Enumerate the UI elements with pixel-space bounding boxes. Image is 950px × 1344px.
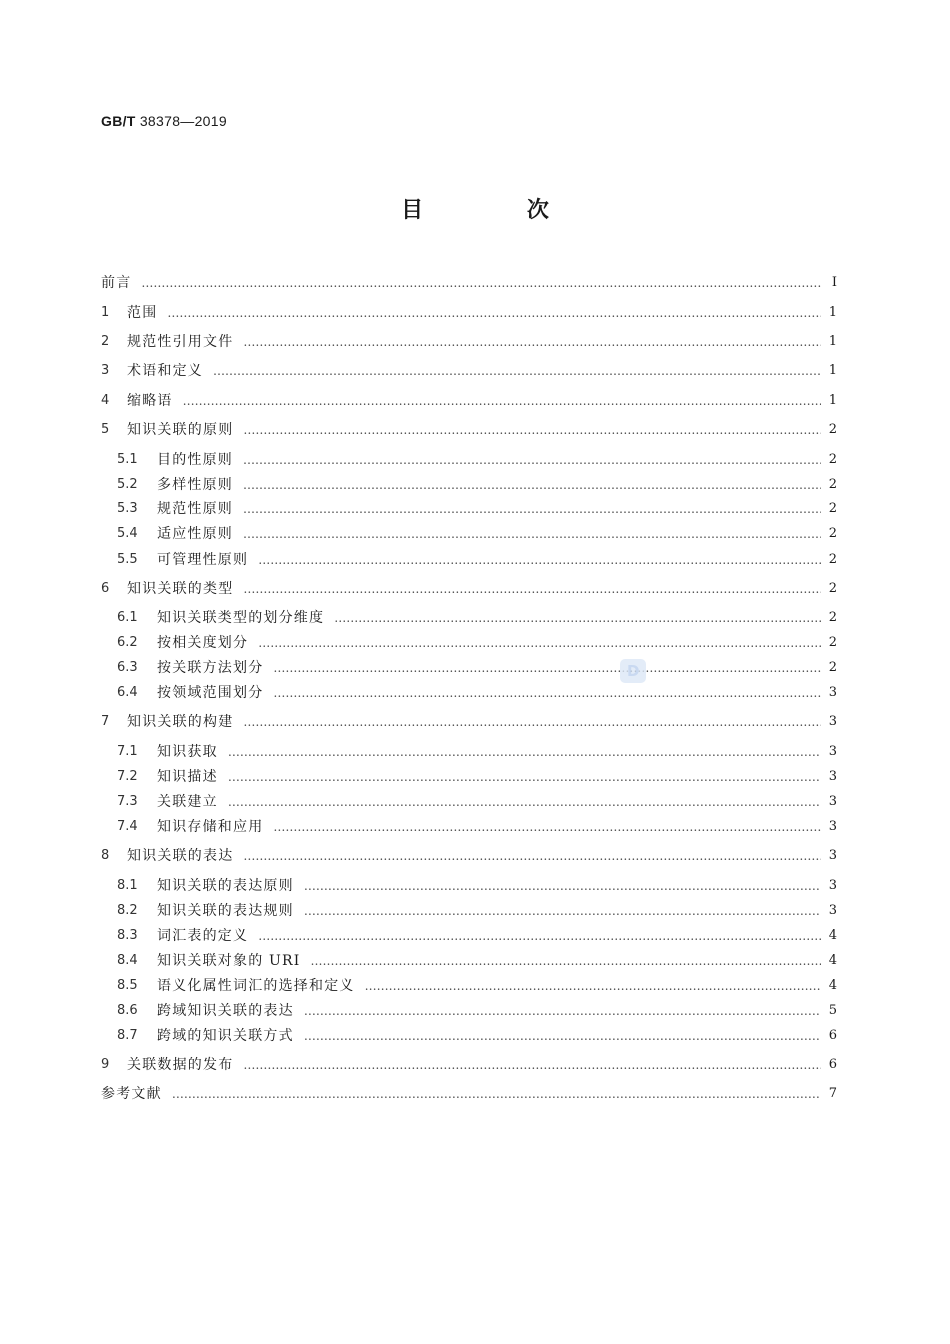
toc-entry-page: 3: [828, 794, 837, 809]
toc-entry-number: 7.4: [117, 819, 138, 834]
toc-entry-page: 4: [828, 953, 837, 968]
toc-entry-label: 跨域的知识关联方式: [157, 1028, 294, 1044]
toc-entry-label: 知识存储和应用: [157, 819, 264, 835]
toc-entry[interactable]: [101, 301, 837, 325]
toc-entry-label: 规范性引用文件: [127, 334, 234, 350]
toc-leader-dots: [258, 631, 821, 655]
toc-entry[interactable]: [117, 790, 837, 814]
toc-entry-number: 5.5: [117, 552, 138, 567]
toc-entry[interactable]: [117, 924, 837, 948]
toc-entry-number: 8: [101, 848, 110, 863]
toc-entry-label: 适应性原则: [157, 526, 233, 542]
toc-leader-dots: [243, 844, 821, 868]
toc-entry-page: 3: [828, 878, 837, 893]
toc-leader-dots: [334, 606, 821, 630]
toc-entry-page: 2: [828, 581, 837, 596]
toc-leader-dots: [167, 301, 821, 325]
toc-entry-number: 6.1: [117, 610, 138, 625]
toc-entry-number: 5.3: [117, 501, 138, 516]
toc-leader-dots: [243, 497, 821, 521]
toc-entry[interactable]: [101, 1082, 837, 1106]
toc-entry[interactable]: [117, 448, 837, 472]
toc-entry-label: 术语和定义: [127, 363, 203, 379]
toc-leader-dots: [243, 448, 821, 472]
toc-leader-dots: [304, 874, 821, 898]
toc-entry-page: 3: [828, 903, 837, 918]
toc-entry-label: 目的性原则: [157, 452, 233, 468]
toc-entry[interactable]: [101, 577, 837, 601]
toc-entry-page: 1: [828, 363, 837, 378]
toc-entry-label: 知识关联类型的划分维度: [157, 610, 325, 626]
toc-entry[interactable]: [101, 359, 837, 383]
toc-entry-number: 8.1: [117, 878, 138, 893]
toc-entry-page: 3: [828, 685, 837, 700]
toc-entry-number: 2: [101, 334, 110, 349]
toc-entry-page: 1: [828, 393, 837, 408]
toc-entry-page: 4: [828, 928, 837, 943]
toc-leader-dots: [243, 1053, 821, 1077]
toc-entry-number: 7.2: [117, 769, 138, 784]
toc-leader-dots: [243, 473, 821, 497]
toc-leader-dots: [304, 1024, 821, 1048]
toc-entry-label: 参考文献: [101, 1086, 162, 1102]
toc-entry[interactable]: [117, 999, 837, 1023]
toc-entry-label: 按相关度划分: [157, 635, 249, 651]
toc-entry-page: 2: [828, 660, 837, 675]
toc-entry[interactable]: [117, 815, 837, 839]
toc-leader-dots: [258, 924, 821, 948]
toc-entry[interactable]: [117, 765, 837, 789]
toc-leader-dots: [273, 815, 821, 839]
toc-entry-page: 2: [828, 477, 837, 492]
toc-entry[interactable]: [117, 473, 837, 497]
toc-entry-label: 关联数据的发布: [127, 1057, 234, 1073]
toc-entry-page: 5: [828, 1003, 837, 1018]
toc-leader-dots: [213, 359, 821, 383]
toc-entry-page: 3: [828, 714, 837, 729]
toc-entry[interactable]: [117, 899, 837, 923]
toc-entry-number: 8.2: [117, 903, 138, 918]
toc-entry-label: 前言: [101, 275, 132, 291]
toc-leader-dots: [228, 740, 821, 764]
toc-entry[interactable]: [101, 1053, 837, 1077]
toc-entry-label: 知识关联的表达: [127, 848, 234, 864]
toc-entry-label: 可管理性原则: [157, 552, 249, 568]
toc-leader-dots: [183, 389, 821, 413]
standard-code: [101, 113, 227, 129]
toc-entry[interactable]: [101, 844, 837, 868]
toc-leader-dots: [273, 681, 821, 705]
toc-entry-label: 知识获取: [157, 744, 218, 760]
toc-entry-label: 词汇表的定义: [157, 928, 249, 944]
toc-leader-dots: [228, 790, 821, 814]
toc-entry[interactable]: [117, 548, 837, 572]
toc-entry-page: 3: [828, 819, 837, 834]
toc-entry-label: 规范性原则: [157, 501, 233, 517]
toc-entry[interactable]: [101, 389, 837, 413]
toc-entry-number: 1: [101, 305, 110, 320]
toc-entry-label: 知识关联的表达原则: [157, 878, 294, 894]
toc-leader-dots: [365, 974, 821, 998]
toc-entry-number: 8.6: [117, 1003, 138, 1018]
toc-entry-number: 6.2: [117, 635, 138, 650]
toc-leader-dots: [243, 522, 821, 546]
toc-entry-label: 按领域范围划分: [157, 685, 264, 701]
toc-entry[interactable]: [117, 949, 837, 973]
toc-entry[interactable]: [117, 606, 837, 630]
toc-leader-dots: [258, 548, 821, 572]
toc-entry-number: 8.3: [117, 928, 138, 943]
toc-entry-label: 跨域知识关联的表达: [157, 1003, 294, 1019]
toc-entry[interactable]: [101, 330, 837, 354]
standard-code-number: 38378—2019: [135, 113, 227, 129]
toc-entry-number: 4: [101, 393, 110, 408]
toc-entry-number: 5: [101, 422, 110, 437]
toc-entry-page: 7: [828, 1086, 837, 1101]
toc-entry[interactable]: [117, 522, 837, 546]
toc-entry-page: Ⅰ: [831, 275, 837, 290]
toc-entry-page: 2: [828, 526, 837, 541]
page-title: 目 次: [401, 198, 597, 223]
toc-leader-dots: [228, 765, 821, 789]
toc-entry-number: 5.1: [117, 452, 138, 467]
watermark-logo: D: [620, 659, 646, 683]
toc-leader-dots: [172, 1082, 821, 1106]
toc-entry-number: 3: [101, 363, 110, 378]
toc-entry-label: 语义化属性词汇的选择和定义: [157, 978, 355, 994]
toc-entry-page: 3: [828, 848, 837, 863]
toc-entry-label: 范围: [127, 305, 158, 321]
toc-entry[interactable]: [101, 418, 837, 442]
toc-entry[interactable]: [117, 874, 837, 898]
toc-entry-number: 5.4: [117, 526, 138, 541]
toc-entry-label: 知识描述: [157, 769, 218, 785]
toc-entry-label: 缩略语: [127, 393, 173, 409]
toc-entry[interactable]: [117, 740, 837, 764]
toc-entry-page: 2: [828, 452, 837, 467]
toc-leader-dots: [141, 271, 821, 295]
toc-entry-page: 2: [828, 501, 837, 516]
toc-entry-label: 知识关联的类型: [127, 581, 234, 597]
toc-entry-label: 按关联方法划分: [157, 660, 264, 676]
toc-leader-dots: [243, 577, 821, 601]
toc-entry[interactable]: [117, 497, 837, 521]
toc-entry[interactable]: [101, 710, 837, 734]
toc-entry-page: 6: [828, 1057, 837, 1072]
toc-entry-page: 2: [828, 422, 837, 437]
toc-entry-page: 4: [828, 978, 837, 993]
toc-entry-number: 8.7: [117, 1028, 138, 1043]
toc-entry-number: 7.3: [117, 794, 138, 809]
toc-entry-number: 7: [101, 714, 110, 729]
toc-entry-label: 知识关联的表达规则: [157, 903, 294, 919]
toc-leader-dots: [243, 418, 821, 442]
toc-entry-number: 9: [101, 1057, 110, 1072]
toc-entry[interactable]: [117, 974, 837, 998]
toc-leader-dots: [304, 899, 821, 923]
toc-entry-label: 关联建立: [157, 794, 218, 810]
toc-entry-page: 6: [828, 1028, 837, 1043]
toc-leader-dots: [243, 710, 821, 734]
toc-entry[interactable]: [117, 631, 837, 655]
toc-entry-number: 5.2: [117, 477, 138, 492]
toc-entry-page: 1: [828, 305, 837, 320]
toc-entry-number: 8.5: [117, 978, 138, 993]
toc-entry-page: 3: [828, 744, 837, 759]
toc-leader-dots: [273, 656, 821, 680]
toc-entry-page: 2: [828, 610, 837, 625]
toc-entry-page: 2: [828, 552, 837, 567]
toc-leader-dots: [311, 949, 821, 973]
toc-entry-number: 6.3: [117, 660, 138, 675]
toc-entry[interactable]: [117, 656, 837, 680]
toc-entry-page: 3: [828, 769, 837, 784]
toc-leader-dots: [304, 999, 821, 1023]
toc-entry-number: 6: [101, 581, 110, 596]
standard-code-prefix: GB/T: [101, 113, 136, 129]
toc-entry-number: 7.1: [117, 744, 138, 759]
toc-entry-page: 2: [828, 635, 837, 650]
toc-leader-dots: [243, 330, 821, 354]
toc-entry-label: 知识关联的原则: [127, 422, 234, 438]
toc-entry[interactable]: [117, 681, 837, 705]
toc-entry[interactable]: [117, 1024, 837, 1048]
toc-entry[interactable]: [101, 271, 837, 295]
toc-entry-page: 1: [828, 334, 837, 349]
toc-entry-number: 8.4: [117, 953, 138, 968]
toc-entry-label: 知识关联的构建: [127, 714, 234, 730]
toc-entry-label: 知识关联对象的 URI: [157, 953, 301, 969]
toc-entry-number: 6.4: [117, 685, 138, 700]
toc-entry-label: 多样性原则: [157, 477, 233, 493]
